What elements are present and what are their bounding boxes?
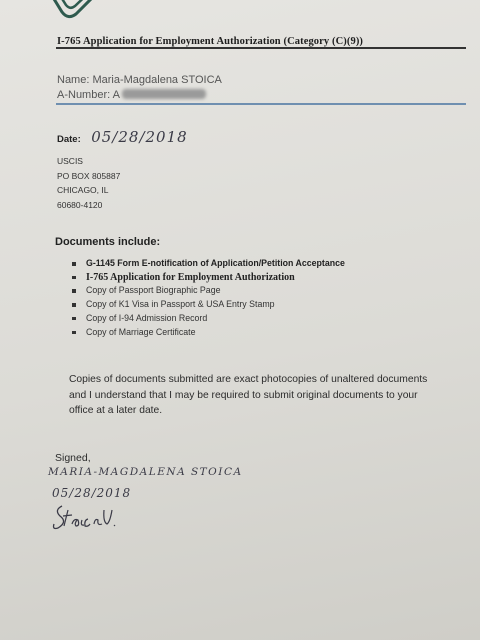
redacted-a-number xyxy=(122,89,206,99)
address-line: USCIS xyxy=(57,156,83,166)
list-item: I-765 Application for Employment Authorization xyxy=(72,271,345,285)
applicant-divider xyxy=(56,103,466,105)
handwritten-signature-date: 05/28/2018 xyxy=(52,486,132,500)
a-number-label: A-Number: A xyxy=(57,89,120,101)
list-item: Copy of Passport Biographic Page xyxy=(72,284,345,298)
date-row xyxy=(57,128,188,147)
mailing-address xyxy=(57,154,120,212)
list-item: Copy of K1 Visa in Passport & USA Entry Stamp xyxy=(72,298,345,312)
applicant-name: Name: Maria-Magdalena STOICA xyxy=(57,74,222,86)
address-line: PO BOX 805887 xyxy=(57,170,121,181)
date-label: Date: xyxy=(57,134,81,145)
signed-label: Signed, xyxy=(55,452,91,464)
list-item: G-1145 Form E-notification of Application/Petition Acceptance xyxy=(72,257,345,271)
address-line: CHICAGO, IL xyxy=(57,185,109,195)
header-divider xyxy=(56,47,466,49)
statement-paragraph: Copies of documents submitted are exact photocopies of unaltered documents and I understand that I may be required to submit original documents to your office at a later date. xyxy=(69,374,428,416)
a-number-line xyxy=(57,89,206,101)
documents-heading: Documents include: xyxy=(55,236,161,248)
handwritten-date: 05/28/2018 xyxy=(91,128,188,146)
signature-icon xyxy=(50,500,120,532)
paper-clip-icon xyxy=(38,0,108,30)
list-item: Copy of Marriage Certificate xyxy=(72,326,345,340)
document-title: I-765 Application for Employment Authorization (Category (C)(9)) xyxy=(57,36,364,47)
documents-list xyxy=(72,257,345,339)
handwritten-name: MARIA-MAGDALENA STOICA xyxy=(48,466,243,478)
address-line: 60680-4120 xyxy=(57,199,103,210)
list-item: Copy of I-94 Admission Record xyxy=(72,312,345,326)
